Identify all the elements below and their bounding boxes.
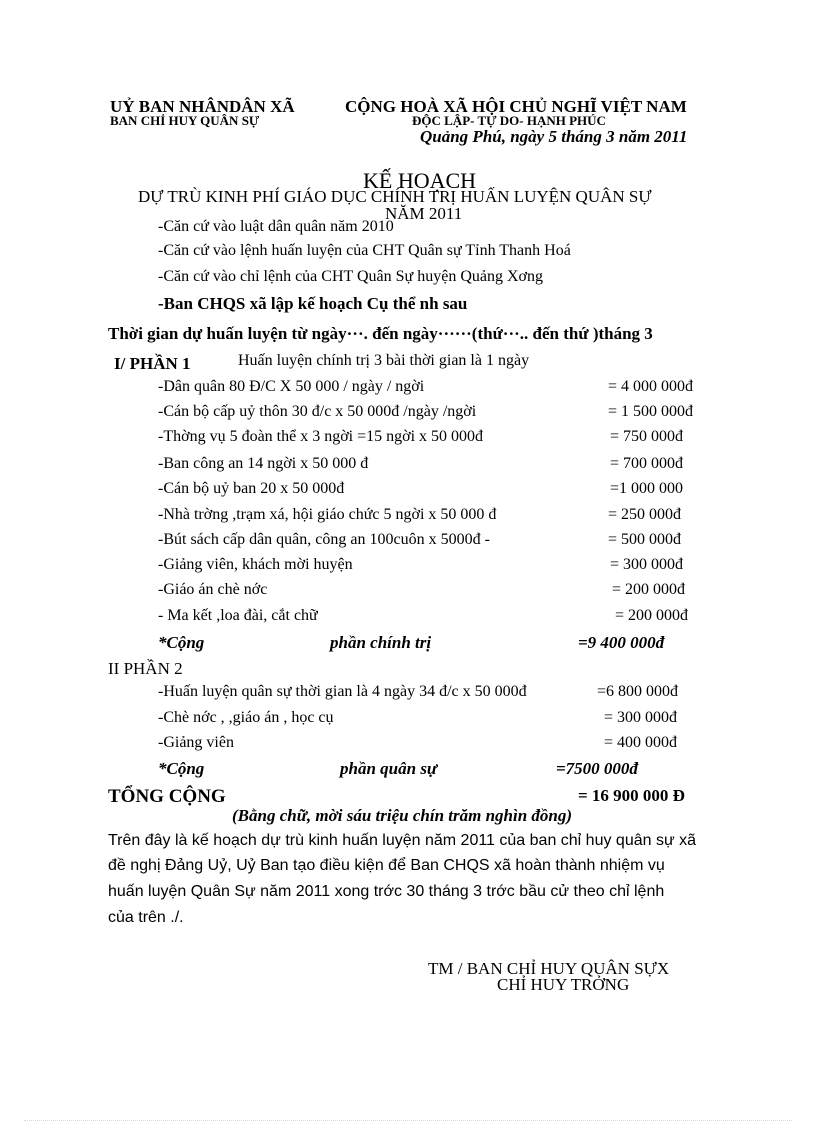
item-amount: = 700 000đ [610, 455, 684, 472]
item-label: -Bút sách cấp dân quân, công an 100cuôn x 5000đ - [158, 531, 490, 548]
part2-total-amount: =7500 000đ [556, 759, 638, 778]
signature-line2: CHỈ HUY TRỞNG [497, 975, 630, 994]
item-label: -Giảng viên [158, 734, 234, 751]
item-label: -Cán bộ cấp uỷ thôn 30 đ/c x 50 000đ /ngày /ngời [158, 403, 477, 420]
closing-line: Trên đây là kế hoạch dự trù kinh huấn luyện năm 2011 của ban chỉ huy quân sự xã [108, 832, 697, 849]
item-amount: = 300 000đ [604, 709, 678, 726]
part2-heading: II PHẦN 2 [108, 659, 183, 678]
document-year: NĂM 2011 [385, 204, 463, 223]
item-label: -Dân quân 80 Đ/C X 50 000 / ngày / ngời [158, 378, 425, 395]
item-label: -Thờng vụ 5 đoàn thể x 3 ngời =15 ngời x 50 000đ [158, 428, 484, 445]
item-amount: = 300 000đ [610, 556, 684, 573]
closing-line: của trên ./. [108, 909, 184, 926]
closing-line: huấn luyện Quân Sự năm 2011 xong trớc 30 tháng 3 trớc bầu cử theo chỉ lệnh [108, 883, 665, 900]
part2-total-label: *Cộng [158, 759, 205, 778]
time-line: Thời gian dự huấn luyện từ ngày···. đến ngày······(thứ···.. đến thứ )tháng 3 [108, 324, 653, 343]
document-title: KẾ HOẠCH [363, 168, 477, 193]
item-label: -Giáo án chè nớc [158, 581, 268, 598]
item-label: -Cán bộ uỷ ban 20 x 50 000đ [158, 480, 345, 497]
part2-total-desc: phần quân sự [340, 759, 438, 778]
signature-line1: TM / BAN CHỈ HUY QUÂN SỰX [428, 959, 670, 978]
item-amount: =1 000 000 [610, 480, 684, 497]
item-amount: = 400 000đ [604, 734, 678, 751]
item-label: -Chè nớc , ,giáo án , học cụ [158, 709, 334, 726]
part1-total-amount: =9 400 000đ [578, 633, 665, 652]
header-left-line1: UỶ BAN NHÂNDÂN XÃ [110, 97, 295, 116]
item-label: -Nhà trờng ,trạm xá, hội giáo chức 5 ngời x 50 000 đ [158, 506, 497, 523]
item-amount: = 500 000đ [608, 531, 682, 548]
header-left-line2: BAN CHỈ HUY QUÂN SỰ [110, 113, 260, 128]
item-amount: =6 800 000đ [597, 683, 679, 700]
date-line: Quảng Phú, ngày 5 tháng 3 năm 2011 [420, 127, 688, 146]
grand-total-amount: = 16 900 000 Đ [578, 786, 685, 805]
header-right-line2: ĐỘC LẬP- TỰ DO- HẠNH PHÚC [412, 113, 606, 128]
item-amount: = 200 000đ [612, 581, 686, 598]
grand-total-label: TỔNG CỘNG [108, 786, 226, 807]
part1-heading: I/ PHẦN 1 [114, 354, 191, 373]
item-amount: = 250 000đ [608, 506, 682, 523]
closing-line: đề nghị Đảng Uỷ, Uỷ Ban tạo điều kiện để Ban CHQS xã hoàn thành nhiệm vụ [108, 857, 665, 874]
item-amount: = 200 000đ [615, 607, 689, 624]
grand-total-in-words: (Bằng chữ, mời sáu triệu chín trăm nghìn đồng) [232, 806, 573, 825]
plan-line: -Ban CHQS xã lập kế hoạch Cụ thể nh sau [158, 294, 468, 313]
item-label: -Ban công an 14 ngời x 50 000 đ [158, 455, 369, 472]
header-right-line1: CỘNG HOÀ XÃ HỘI CHỦ NGHĨ VIỆT NAM [345, 97, 687, 116]
document-subtitle: DỰ TRÙ KINH PHÍ GIÁO DỤC CHÍNH TRỊ HUẤN LUYỆN QUÂN SỰ [138, 187, 652, 206]
part1-description: Huấn luyện chính trị 3 bài thời gian là 1 ngày [238, 352, 530, 369]
item-label: - Ma kết ,loa đài, cắt chữ [158, 607, 318, 624]
item-amount: = 1 500 000đ [608, 403, 694, 420]
item-label: -Huấn luyện quân sự thời gian là 4 ngày 34 đ/c x 50 000đ [158, 683, 527, 700]
basis-line: -Căn cứ vào lệnh huấn luyện của CHT Quân sự Tỉnh Thanh Hoá [158, 242, 571, 259]
part1-total-label: *Cộng [158, 633, 205, 652]
item-label: -Giảng viên, khách mời huyện [158, 556, 353, 573]
basis-line: -Căn cứ vào luật dân quân năm 2010 [158, 218, 394, 235]
part1-total-desc: phần chính trị [330, 633, 432, 652]
item-amount: = 750 000đ [610, 428, 684, 445]
item-amount: = 4 000 000đ [608, 378, 694, 395]
page-footer-divider [24, 1120, 792, 1121]
basis-line: -Căn cứ vào chỉ lệnh của CHT Quân Sự huyện Quảng Xơng [158, 268, 543, 285]
